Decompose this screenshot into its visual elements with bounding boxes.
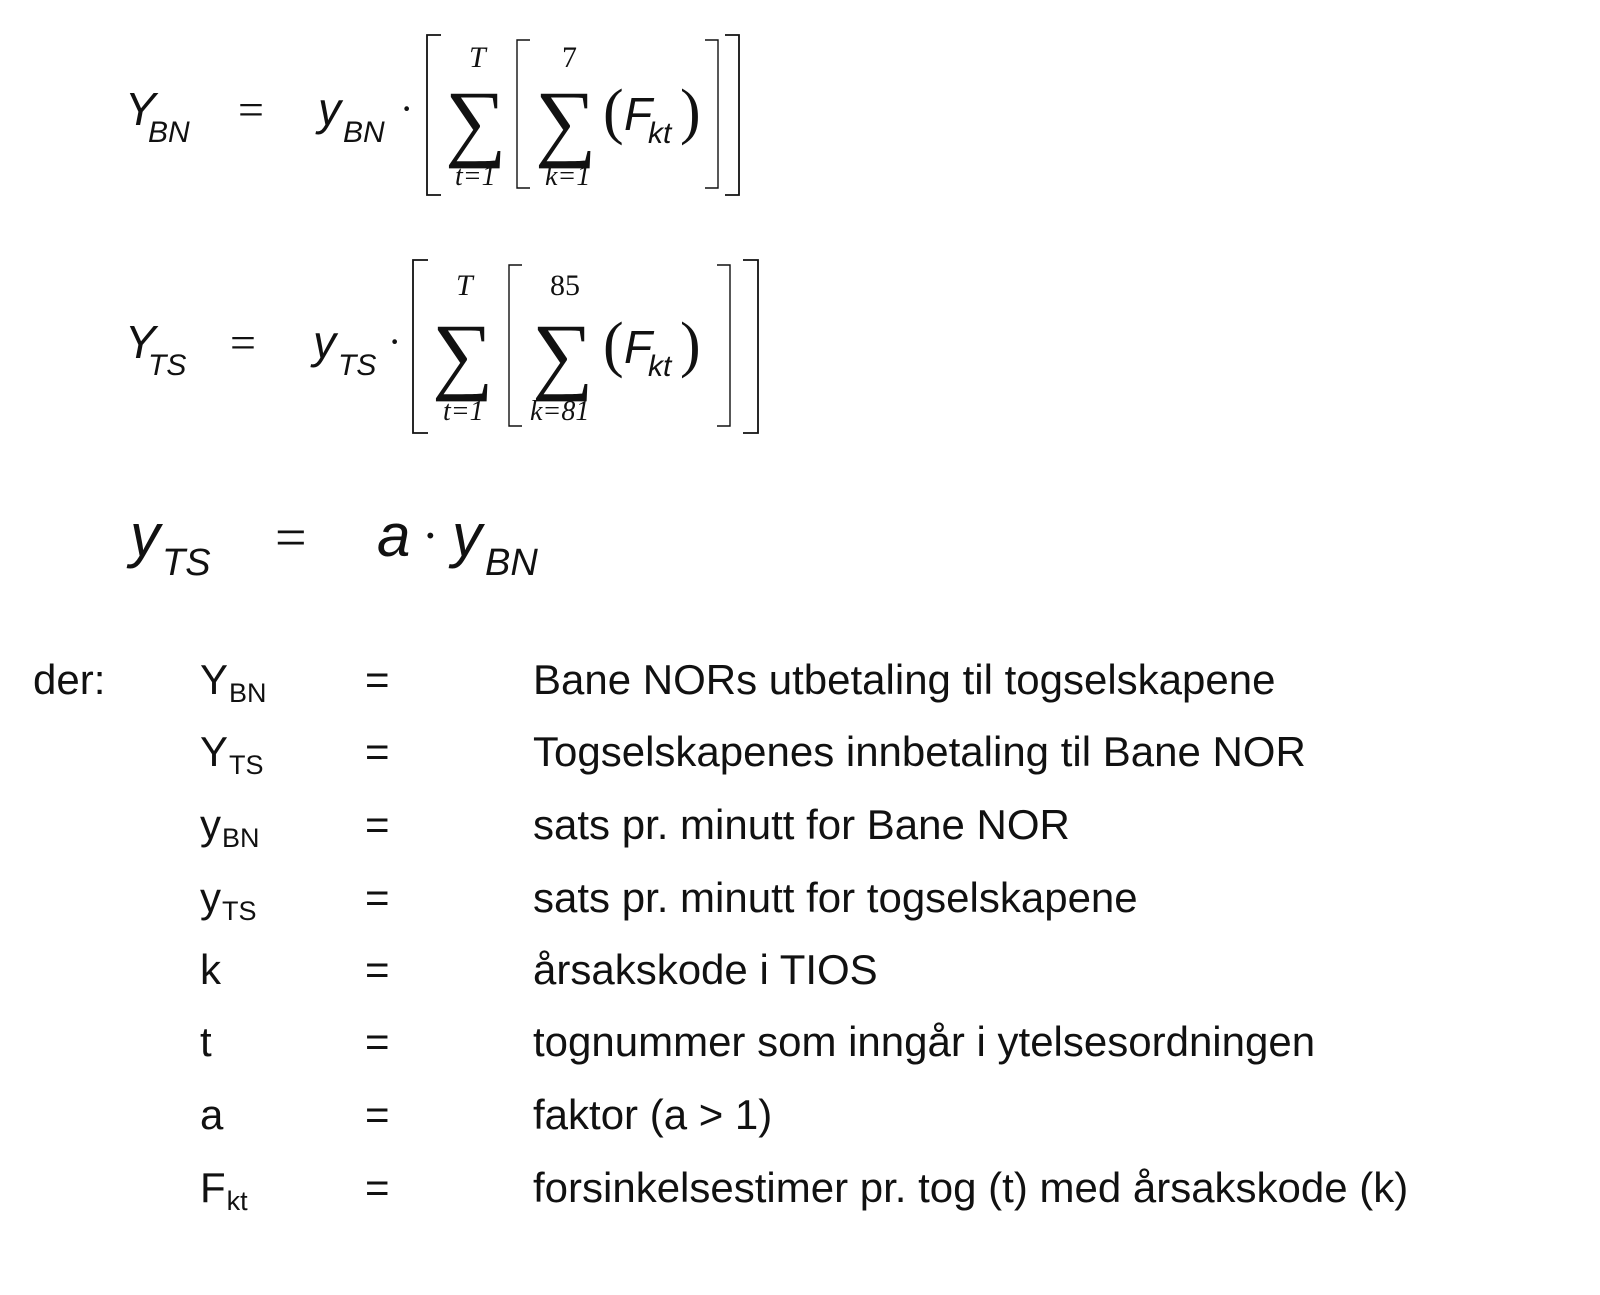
eq1-inner-bracket-left	[517, 40, 530, 188]
eq1-paren-open: (	[603, 78, 624, 146]
eq3-rhs-sub: BN	[485, 542, 538, 584]
eq2-coef-sub: TS	[338, 349, 377, 382]
eq3-rhs-base: y	[452, 502, 482, 569]
definition-equals: =	[365, 874, 390, 921]
definition-symbol-sub: kt	[226, 1186, 248, 1216]
eq1-term-base: F	[624, 88, 653, 140]
definition-row	[0, 795, 1600, 855]
definition-symbol	[200, 868, 257, 933]
eq3-dot: ·	[422, 507, 439, 563]
definition-row	[0, 1158, 1600, 1218]
definition-symbol	[200, 795, 260, 860]
eq2-equals: =	[230, 317, 256, 368]
eq1-inner-bracket-right	[705, 40, 718, 188]
eq3-factor: a	[377, 502, 411, 569]
eq1-lhs-base: Y	[125, 83, 156, 135]
definition-symbol-base: Y	[200, 728, 229, 775]
definition-row	[0, 868, 1600, 928]
eq2-paren-open: (	[603, 311, 624, 379]
definition-symbol	[200, 1012, 212, 1072]
eq2-term-sub: kt	[648, 350, 672, 383]
eq2-lhs-base: Y	[125, 316, 156, 368]
definition-symbol-base: y	[200, 874, 221, 921]
definition-symbol-base: k	[200, 946, 221, 993]
definition-equals: =	[365, 1164, 390, 1211]
eq2-lhs-sub: TS	[148, 349, 187, 382]
definition-equals: =	[365, 801, 390, 848]
eq2-paren-close: )	[680, 311, 701, 379]
definition-row	[0, 650, 1600, 710]
eq2-inner-bracket-right	[717, 265, 730, 426]
eq1-dot: ·	[400, 86, 414, 131]
eq1-outer-sum-upper: T	[469, 41, 486, 74]
eq1-coef-base: y	[318, 83, 341, 135]
definition-symbol-sub: TS	[222, 896, 257, 926]
definition-symbol-sub: BN	[229, 678, 267, 708]
definition-symbol	[200, 650, 267, 715]
definition-symbol-base: F	[200, 1164, 226, 1211]
eq2-outer-bracket-right	[743, 260, 758, 433]
definition-row	[0, 1012, 1600, 1072]
eq3-lhs-sub: TS	[162, 542, 211, 584]
eq3-equals: =	[275, 507, 307, 569]
eq2-coef-base: y	[313, 316, 336, 368]
definition-description: Togselskapenes innbetaling til Bane NOR	[533, 728, 1306, 775]
eq1-inner-sum-upper: 7	[562, 41, 577, 74]
eq2-inner-sum-symbol: ∑	[532, 306, 594, 402]
definition-description: sats pr. minutt for Bane NOR	[533, 801, 1070, 848]
eq1-inner-sum-lower: k=1	[545, 161, 591, 192]
definition-symbol-base: t	[200, 1018, 212, 1065]
definition-symbol	[200, 1158, 248, 1223]
eq2-dot: ·	[388, 319, 402, 364]
definitions-intro: der:	[33, 656, 106, 703]
definition-description: forsinkelsestimer pr. tog (t) med årsakskode (k)	[533, 1164, 1409, 1211]
definition-description: Bane NORs utbetaling til togselskapene	[533, 656, 1276, 703]
definition-equals: =	[365, 1018, 390, 1065]
definition-row	[0, 940, 1600, 1000]
eq2-outer-sum-lower: t=1	[443, 396, 484, 427]
definition-row	[0, 722, 1600, 782]
eq1-outer-bracket-right	[725, 35, 739, 195]
equation-yts-factor	[0, 490, 1600, 600]
definition-equals: =	[365, 728, 390, 775]
eq2-outer-bracket-left	[413, 260, 428, 433]
definition-description: sats pr. minutt for togselskapene	[533, 874, 1138, 921]
definition-description: årsakskode i TIOS	[533, 946, 878, 993]
eq1-outer-bracket-left	[427, 35, 441, 195]
eq2-term-base: F	[624, 321, 653, 373]
eq1-paren-close: )	[680, 78, 701, 146]
definition-symbol	[200, 1085, 223, 1145]
eq2-outer-sum-symbol: ∑	[432, 306, 494, 402]
eq1-inner-sum-symbol: ∑	[535, 73, 597, 169]
equation-ybn	[0, 0, 1600, 210]
eq1-lhs-sub: BN	[148, 116, 190, 149]
eq1-term-sub: kt	[648, 117, 672, 150]
eq1-outer-sum-symbol: ∑	[445, 73, 507, 169]
eq1-equals: =	[238, 84, 264, 135]
eq2-outer-sum-upper: T	[456, 269, 473, 302]
eq2-inner-sum-upper: 85	[550, 269, 580, 302]
eq1-coef-sub: BN	[343, 116, 385, 149]
definition-symbol	[200, 722, 264, 787]
equation-yts	[0, 250, 1600, 450]
eq2-inner-sum-lower: k=81	[530, 396, 590, 427]
eq2-inner-bracket-left	[509, 265, 522, 426]
definition-symbol-sub: TS	[229, 750, 264, 780]
eq1-outer-sum-lower: t=1	[455, 161, 496, 192]
definition-row	[0, 1085, 1600, 1145]
definition-symbol-base: Y	[200, 656, 229, 703]
definition-equals: =	[365, 946, 390, 993]
eq3-lhs-base: y	[130, 502, 160, 569]
definition-symbol-base: a	[200, 1091, 224, 1138]
definition-equals: =	[365, 656, 390, 703]
definition-symbol-sub: BN	[222, 823, 260, 853]
definition-description: tognummer som inngår i ytelsesordningen	[533, 1018, 1316, 1065]
definition-symbol-base: y	[200, 801, 221, 848]
definition-description: faktor (a > 1)	[533, 1091, 773, 1138]
definition-symbol	[200, 940, 221, 1000]
definition-equals: =	[365, 1091, 390, 1138]
